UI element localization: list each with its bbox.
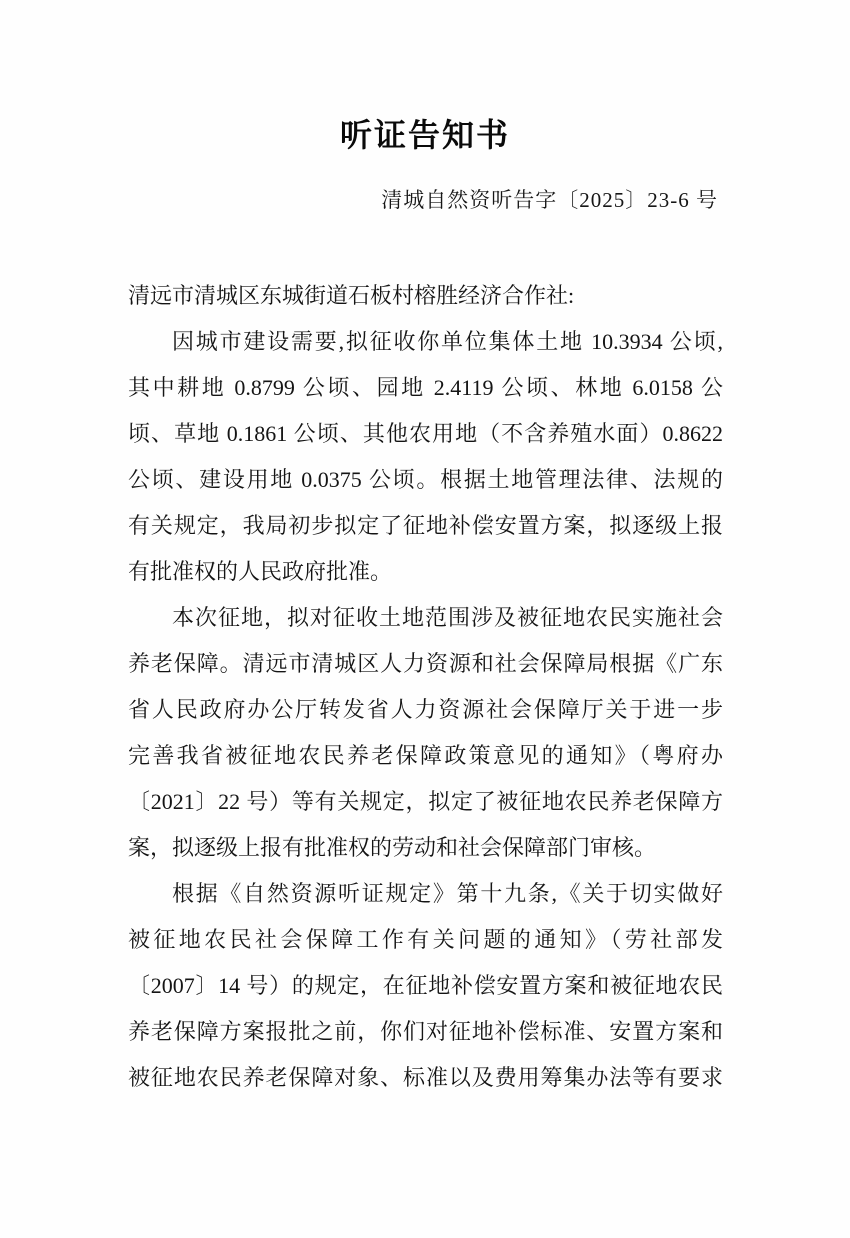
body-line: 有关规定，我局初步拟定了征地补偿安置方案，拟逐级上报 [128,513,723,538]
body-line: 因城市建设需要,拟征收你单位集体土地 10.3934 公顷, [172,329,723,354]
body-line: 完善我省被征地农民养老保障政策意见的通知》（粤府办 [128,743,723,768]
body-line: 顷、草地 0.1861 公顷、其他农用地（不含养殖水面）0.8622 [128,421,723,446]
body-line: 省人民政府办公厅转发省人力资源社会保障厅关于进一步 [128,697,723,722]
body-line: 根据《自然资源听证规定》第十九条,《关于切实做好 [172,881,723,906]
body-line: 被征地农民养老保障对象、标准以及费用筹集办法等有要求 [128,1065,723,1090]
body-line: 公顷、建设用地 0.0375 公顷。根据土地管理法律、法规的 [128,467,723,492]
body-line-salutation: 清远市清城区东城街道石板村榕胜经济合作社: [128,283,575,308]
body-line: 〔2021〕22 号）等有关规定，拟定了被征地农民养老保障方 [128,789,723,814]
body-line: 〔2007〕14 号）的规定，在征地补偿安置方案和被征地农民 [128,973,723,998]
body-line: 本次征地，拟对征收土地范围涉及被征地农民实施社会 [172,605,723,630]
document-title: 听证告知书 [339,117,510,153]
body-line: 被征地农民社会保障工作有关问题的通知》（劳社部发 [128,927,723,952]
body-line: 养老保障方案报批之前，你们对征地补偿标准、安置方案和 [128,1019,723,1044]
document-number: 清城自然资听告字〔2025〕23-6 号 [381,188,718,212]
document-body [128,273,723,1101]
body-line: 有批准权的人民政府批准。 [128,559,393,584]
body-line: 案，拟逐级上报有批准权的劳动和社会保障部门审核。 [128,835,657,860]
body-line: 其中耕地 0.8799 公顷、园地 2.4119 公顷、林地 6.0158 公 [128,375,723,400]
body-line: 养老保障。清远市清城区人力资源和社会保障局根据《广东 [128,651,723,676]
